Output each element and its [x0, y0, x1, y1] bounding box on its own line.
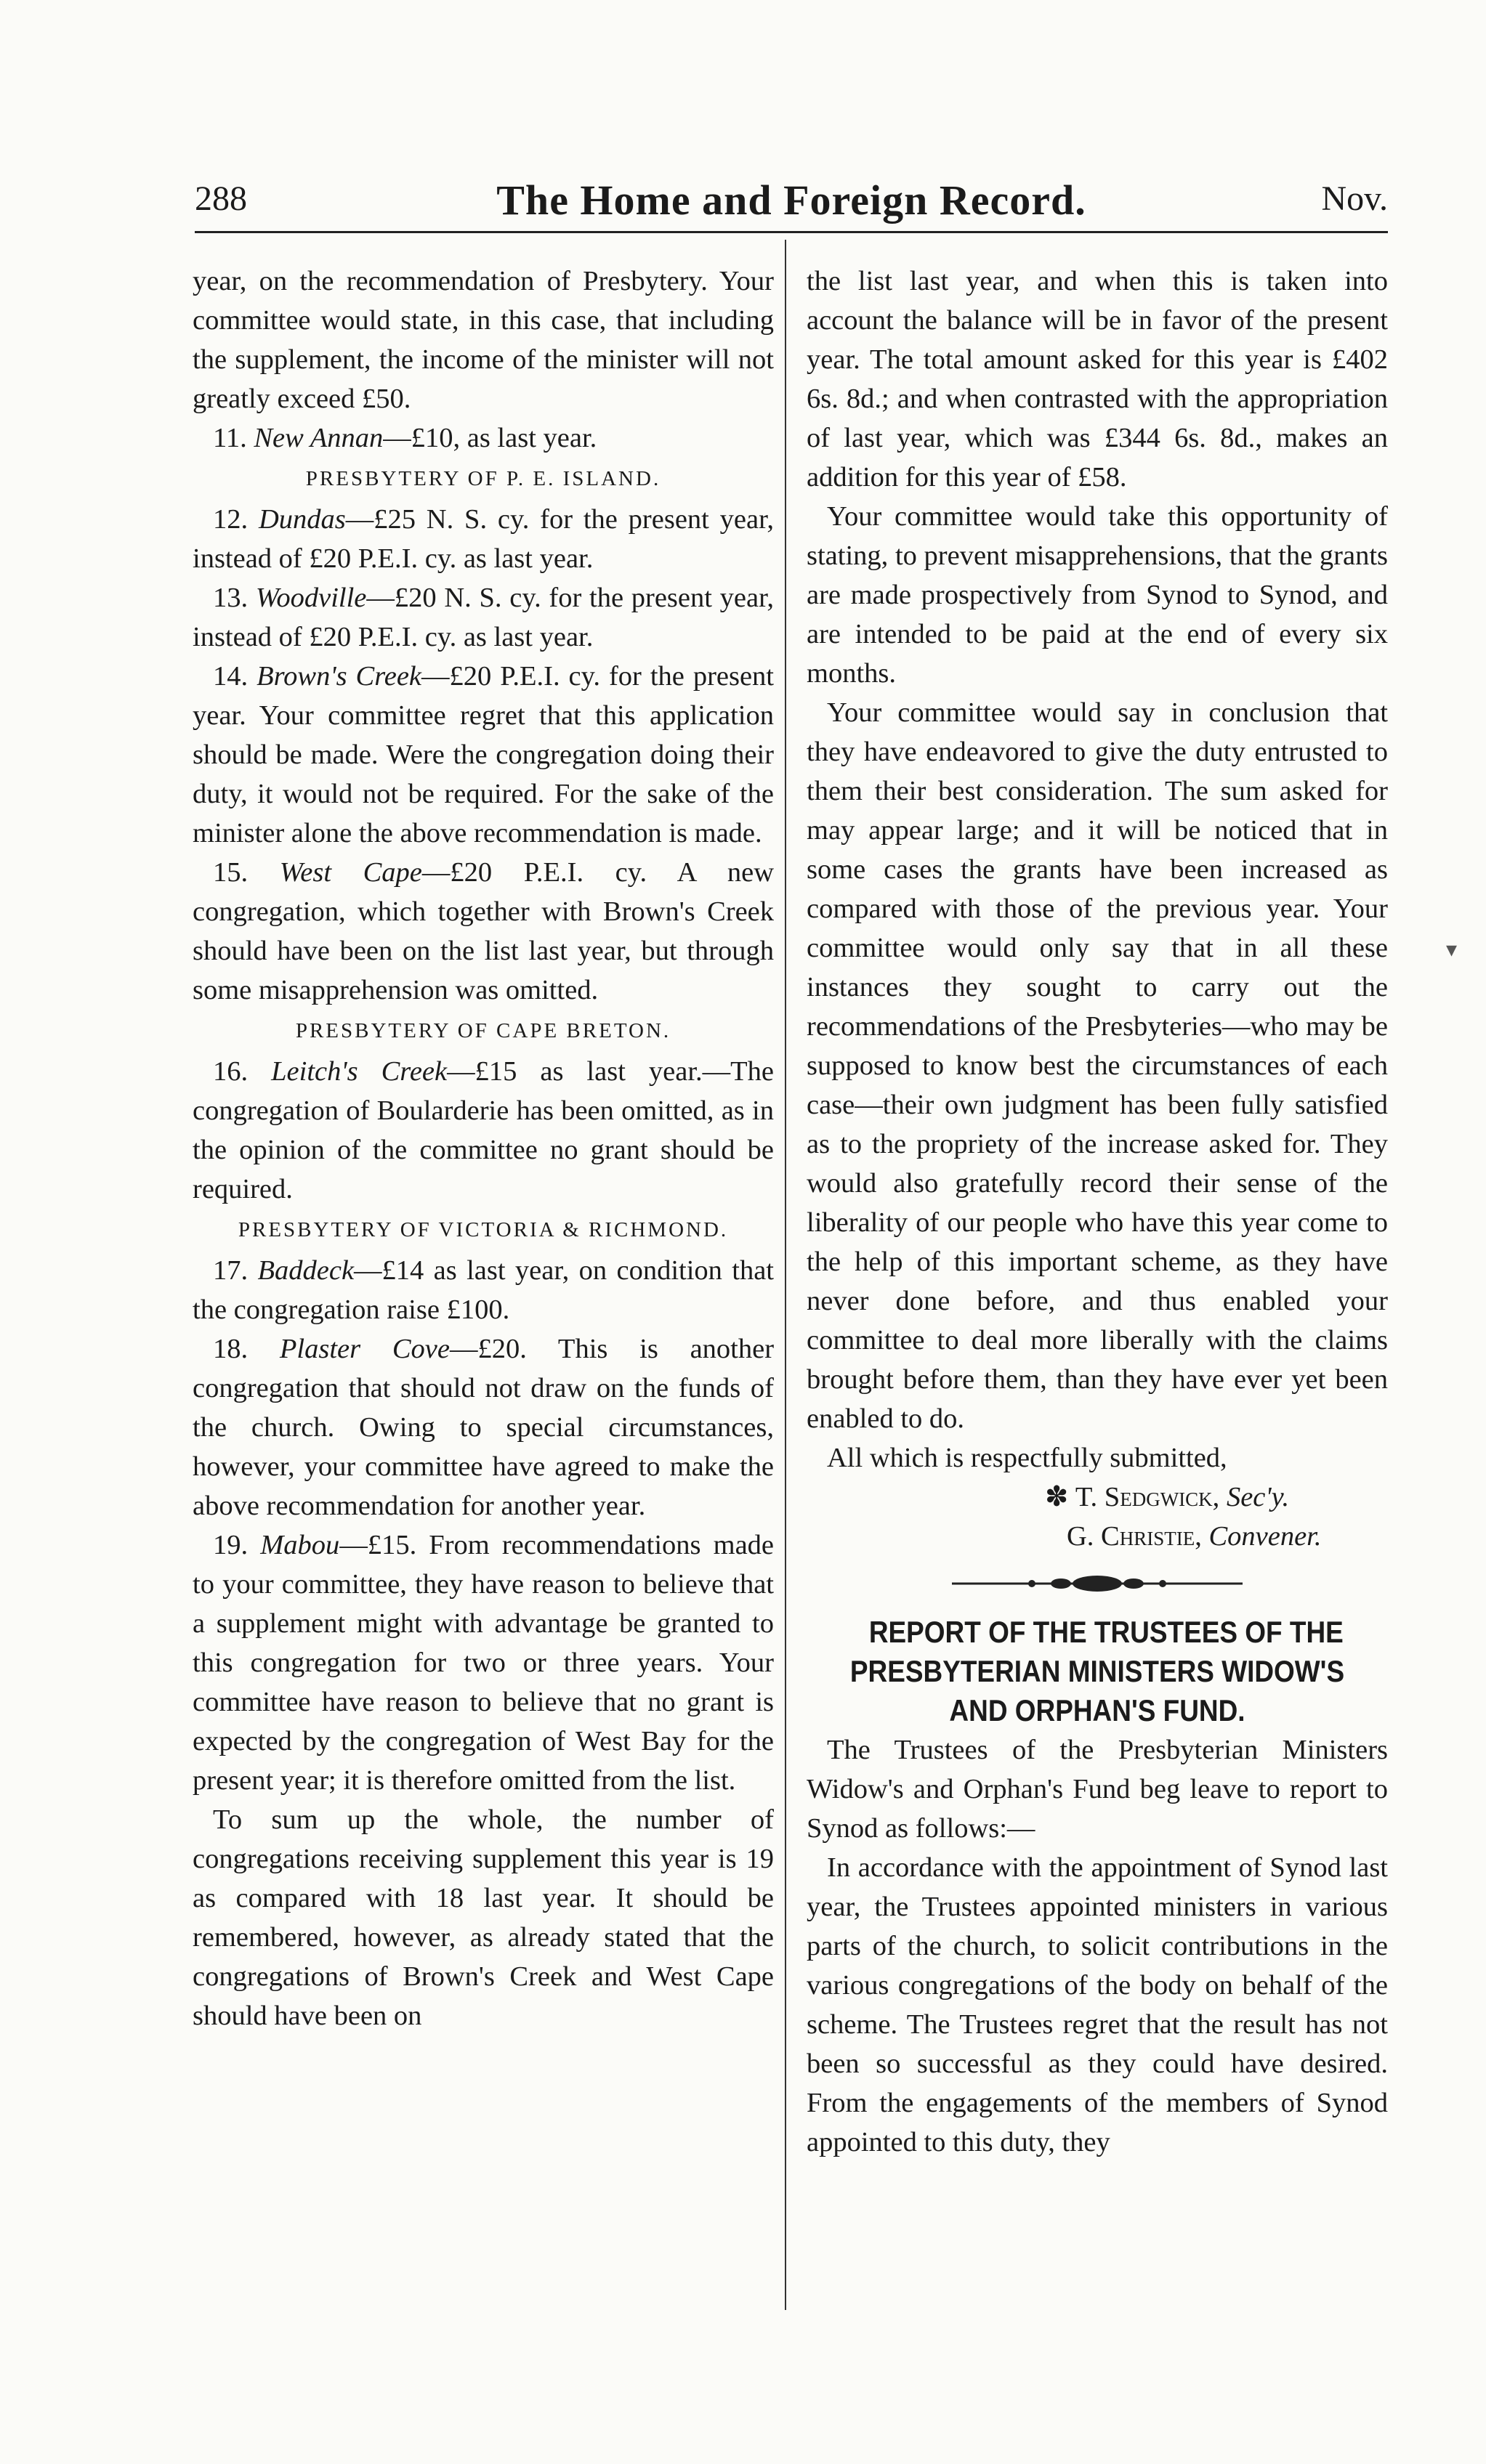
section-heading-pei: PRESBYTERY OF P. E. ISLAND.: [305, 467, 661, 490]
left-column: [193, 262, 774, 2035]
paragraph: The Trustees of the Presbyterian Ministers Widow's and Orphan's Fund beg leave to report to Synod as follows:—: [807, 1735, 1388, 1844]
grant-item-11: 11. New Annan—£10, as last year.: [213, 423, 597, 453]
grant-item-12: 12. Dundas—£25 N. S. cy. for the present year, instead of £20 P.E.I. cy. as last year.: [193, 504, 774, 574]
grant-item-17: 17. Baddeck—£14 as last year, on condition that the congregation raise £100.: [193, 1255, 775, 1325]
grant-item-13: 13. Woodville—£20 N. S. cy. for the present year, instead of £20 P.E.I. cy. as last year.: [193, 583, 774, 652]
right-column: [807, 262, 1388, 2162]
grant-item-18: 18. Plaster Cove—£20. This is another congregation that should not draw on the funds of the church. Owing to special circumstances, however, your committee have agreed to make the above recommendation for another year.: [193, 1334, 775, 1521]
paragraph: To sum up the whole, the number of congregations receiving supplement this year is 19 as compared with 18 last year. It should be remembered, however, as already stated that the congregations of Brown's Creek and West Cape should have been on: [193, 1804, 774, 2031]
signature-convener: G. Christie, Convener.: [1067, 1521, 1322, 1552]
journal-title: The Home and Foreign Record.: [496, 177, 1086, 224]
grant-item-14: 14. Brown's Creek—£20 P.E.I. cy. for the present year. Your committee regret that this application should be made. Were the congregation doing their duty, it would not be required. For the sake of the minister alone the above recommendation is made.: [193, 661, 775, 848]
column-divider: [785, 240, 786, 2310]
grant-item-19: 19. Mabou—£15. From recommendations made to your committee, they have reason to believe that a supplement might with advantage be granted to this congregation for two or three years. Your committee have reason to believe that no grant is expected by the congregation of West Bay for the present year; it is therefore omitted from the list.: [193, 1530, 774, 1796]
paragraph: year, on the recommendation of Presbytery. Your committee would state, in this case, that including the supplement, the income of the minister will not greatly exceed £50.: [193, 266, 774, 414]
page-number: 288: [195, 179, 247, 218]
header-rule: [195, 231, 1388, 233]
paragraph: Your committee would take this opportunity of stating, to prevent misapprehensions, that the grants are made prospectively from Synod to Synod, and are intended to be paid at the end of every six months.: [807, 501, 1388, 689]
ornament-icon: [945, 1573, 1250, 1594]
report-heading: REPORT OF THE TRUSTEES OF THE PRESBYTERIAN MINISTERS WIDOW'S AND ORPHAN'S FUND.: [849, 1615, 1345, 1727]
section-heading-cape-breton: PRESBYTERY OF CAPE BRETON.: [295, 1019, 671, 1042]
paragraph: Your committee would say in conclusion that they have endeavored to give the duty entrusted to them their best consideration. The sum asked for may appear large; and it will be noticed that in some cases the grants have been increased as compared with those of the previous year. Your committee would only say that in all these instances they sought to carry out the recommendations of the Presbyteries—who may be supposed to know best the circumstances of each case—their own judgment has been fully satisfied as to the propriety of the increase asked for. They would also gratefully record their sense of the liberality of our people who have this year come to the help of this important scheme, as they have never done before, and thus enabled your committee to deal more liberally with the claims brought before them, than they have ever yet been enabled to do.: [807, 697, 1388, 1434]
ornament-divider: [807, 1563, 1388, 1607]
grant-item-16: 16. Leitch's Creek—£15 as last year.—The congregation of Boularderie has been omitted, as in the opinion of the committee no grant should be required.: [193, 1056, 775, 1204]
running-header: [195, 173, 1388, 231]
paragraph: In accordance with the appointment of Synod last year, the Trustees appointed ministers in various parts of the church, to solicit contributions in the various congregations of the body on behalf of the scheme. The Trustees regret that the result has not been so successful as they could have desired. From the engagements of the members of Synod appointed to this duty, they: [807, 1852, 1388, 2157]
section-heading-victoria-richmond: PRESBYTERY OF VICTORIA & RICHMOND.: [238, 1218, 729, 1241]
paragraph: the list last year, and when this is taken into account the balance will be in favor of the present year. The total amount asked for this year is £402 6s. 8d.; and when contrasted with the appropriation of last year, which was £344 6s. 8d., makes an addition for this year of £58.: [807, 266, 1388, 493]
paragraph: All which is respectfully submitted,: [827, 1443, 1227, 1473]
margin-mark-icon: ▾: [1446, 938, 1458, 962]
signature-secretary: ✽ T. Sedgwick, Sec'y.: [1045, 1482, 1290, 1512]
signatures: [807, 1478, 1388, 1556]
grant-item-15: 15. West Cape—£20 P.E.I. cy. A new congregation, which together with Brown's Creek should have been on the list last year, but through some misapprehension was omitted.: [193, 857, 775, 1005]
issue-month: Nov.: [1321, 179, 1388, 218]
